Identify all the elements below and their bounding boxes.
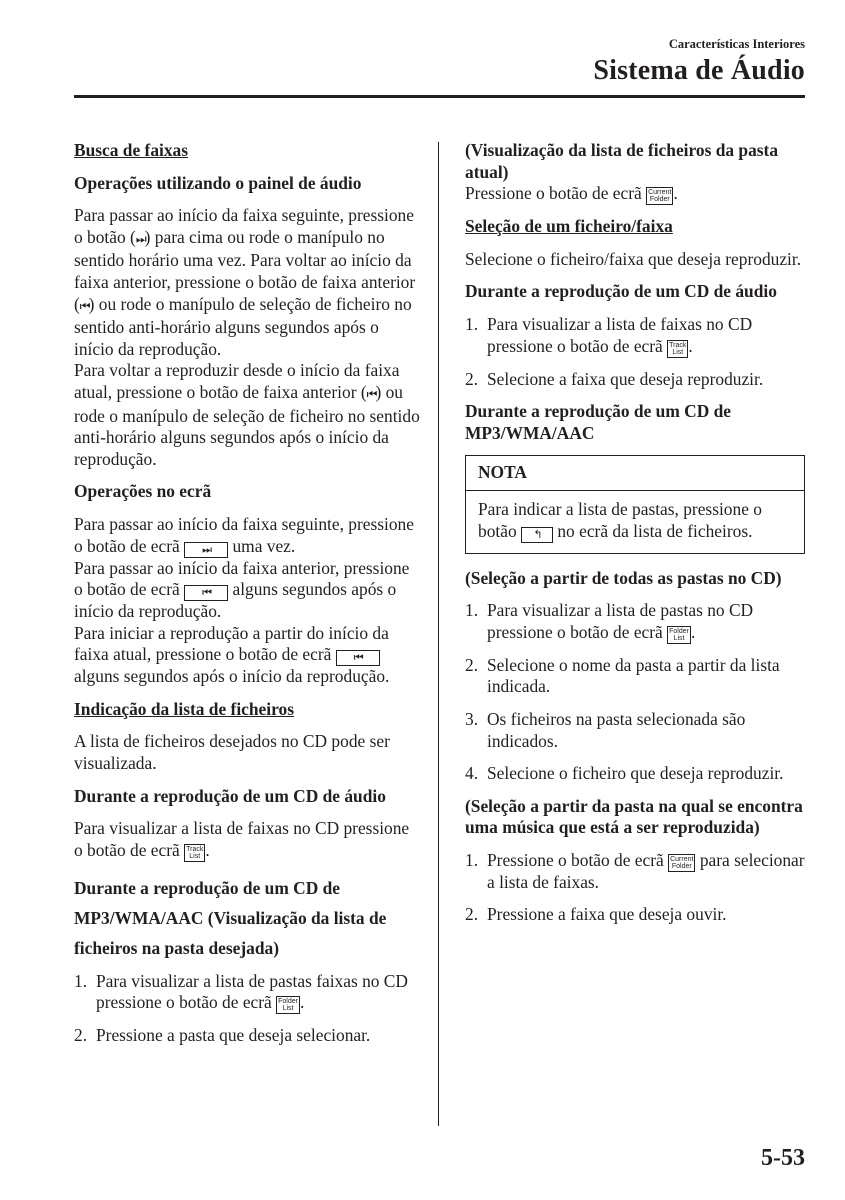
list-item: 2. Pressione a faixa que deseja ouvir. <box>465 904 727 925</box>
text: alguns segundos após o início da reprodução. <box>74 579 397 622</box>
list-mp3-steps <box>74 971 420 1047</box>
prev-track-button-icon: ⏮ <box>336 650 380 666</box>
paragraph-lista: A lista de ficheiros desejados no CD pode ser visualizada. <box>74 731 390 774</box>
heading-painel-audio: Operações utilizando o painel de áudio <box>74 172 362 193</box>
folder-up-button-icon: ↰ <box>521 527 553 543</box>
header-rule <box>74 95 805 98</box>
list-item: 2. Pressione a pasta que deseja selecionar. <box>74 1025 371 1046</box>
paragraph-ecra <box>74 514 420 688</box>
folder-list-icon: Folder List <box>278 998 298 1013</box>
prev-track-icon: ⏮ <box>79 298 89 313</box>
page-title: Sistema de Áudio <box>593 55 805 86</box>
left-column <box>74 140 420 1058</box>
heading-lista-ficheiros: Indicação da lista de ficheiros <box>74 698 294 719</box>
list-todas-steps <box>465 600 805 785</box>
track-list-icon: Track List <box>186 845 204 860</box>
paragraph-cd-audio: Para visualizar a lista de faixas no CD pressione o botão de ecrã Track List . <box>74 818 410 860</box>
text: ) ou rode o manípulo de seleção de ficheiro no sentido anti-horário alguns segundos após o início da reprodução. <box>74 293 412 359</box>
text: Para passar ao início da faixa seguinte, pressione o botão ( <box>74 205 414 247</box>
right-column <box>465 140 805 937</box>
list-item: 4. Selecione o ficheiro que deseja reproduzir. <box>465 763 784 784</box>
heading-selecao-ficheiro: Seleção de um ficheiro/faixa <box>465 216 673 237</box>
text: Para voltar a reproduzir desde o início da faixa atual, pressione o botão de faixa anterior ( <box>74 360 400 402</box>
next-track-icon: ⏭ <box>135 231 145 246</box>
text: Para passar ao início da faixa seguinte, pressione o botão de ecrã <box>74 513 414 556</box>
page-number: 5-53 <box>761 1145 805 1171</box>
note-title: NOTA <box>466 456 804 491</box>
list-item: 1. Pressione o botão de ecrã Current Folder para selecionar a lista de faixas. <box>465 849 805 892</box>
current-folder-icon: Current Folder <box>648 189 672 204</box>
heading-busca-faixas: Busca de faixas <box>74 140 189 160</box>
text: uma vez. <box>232 535 296 556</box>
list-musica-steps <box>465 850 805 926</box>
heading-operacoes-ecra: Operações no ecrã <box>74 481 212 502</box>
text: Para visualizar a lista de faixas no CD pressione o botão de ecrã <box>74 818 410 860</box>
header-section: Características Interiores <box>668 37 805 51</box>
next-track-button-icon: ⏭ <box>184 542 228 558</box>
note-body: Para indicar a lista de pastas, pressione o botão ↰ no ecrã da lista de ficheiros. <box>478 498 762 541</box>
prev-track-button-icon: ⏮ <box>184 585 228 601</box>
list-cd-audio-steps <box>465 314 805 390</box>
paragraph-selecao: Selecione o ficheiro/faixa que deseja reproduzir. <box>465 248 802 269</box>
list-item: 3. Os ficheiros na pasta selecionada são indicados. <box>465 708 746 751</box>
list-item: 1. Para visualizar a lista de pastas no CD pressione o botão de ecrã Folder List . <box>465 600 754 642</box>
heading-cd-audio: Durante a reprodução de um CD de áudio <box>74 785 386 806</box>
prev-track-icon: ⏮ <box>366 386 376 401</box>
text: Para iniciar a reprodução a partir do início da faixa atual, pressione o botão de ecrã <box>74 622 389 665</box>
text: ) ou rode o manípulo de seleção de ficheiro no sentido anti-horário alguns segundos após o início da reprodução. <box>74 381 420 469</box>
list-item: 1. Para visualizar a lista de pastas faixas no CD pressione o botão de ecrã Folder List . <box>74 970 408 1013</box>
list-item: 2. Selecione a faixa que deseja reproduzir. <box>465 368 764 389</box>
heading-cd-audio-right: Durante a reprodução de um CD de áudio <box>465 281 777 302</box>
paragraph-painel <box>74 205 420 470</box>
column-divider <box>438 142 439 1126</box>
text: ) para cima ou rode o manípulo no sentido horário uma vez. Para voltar ao início da faixa anterior, pressione o botão de faixa anterior ( <box>74 226 416 314</box>
text: Para passar ao início da faixa anterior, pressione o botão de ecrã <box>74 557 410 600</box>
note-box <box>465 455 805 553</box>
heading-pasta-atual: (Visualização da lista de ficheiros da pasta atual) <box>465 140 779 182</box>
heading-todas-pastas: (Seleção a partir de todas as pastas no CD) <box>465 567 782 588</box>
current-folder-icon: Current Folder <box>670 855 694 870</box>
block-pasta-atual <box>465 140 805 205</box>
paragraph-pasta-atual: Pressione o botão de ecrã Current Folder . <box>465 183 678 204</box>
folder-list-icon: Folder List <box>669 627 689 642</box>
text: alguns segundos após o início da reprodução. <box>74 666 390 687</box>
list-item: 1. Para visualizar a lista de faixas no CD pressione o botão de ecrã Track List . <box>465 313 753 356</box>
list-item: 2. Selecione o nome da pasta a partir da lista indicada. <box>465 654 780 697</box>
heading-pasta-musica: (Seleção a partir da pasta na qual se encontra uma música que está a ser reproduzida) <box>465 795 803 838</box>
track-list-icon: Track List <box>669 341 687 356</box>
heading-cd-mp3: Durante a reprodução de um CD de MP3/WMA/AAC (Visualização da lista de ficheiros na pasta desejada) <box>74 877 387 958</box>
heading-cd-mp3-right: Durante a reprodução de um CD de MP3/WMA/AAC <box>465 401 732 443</box>
